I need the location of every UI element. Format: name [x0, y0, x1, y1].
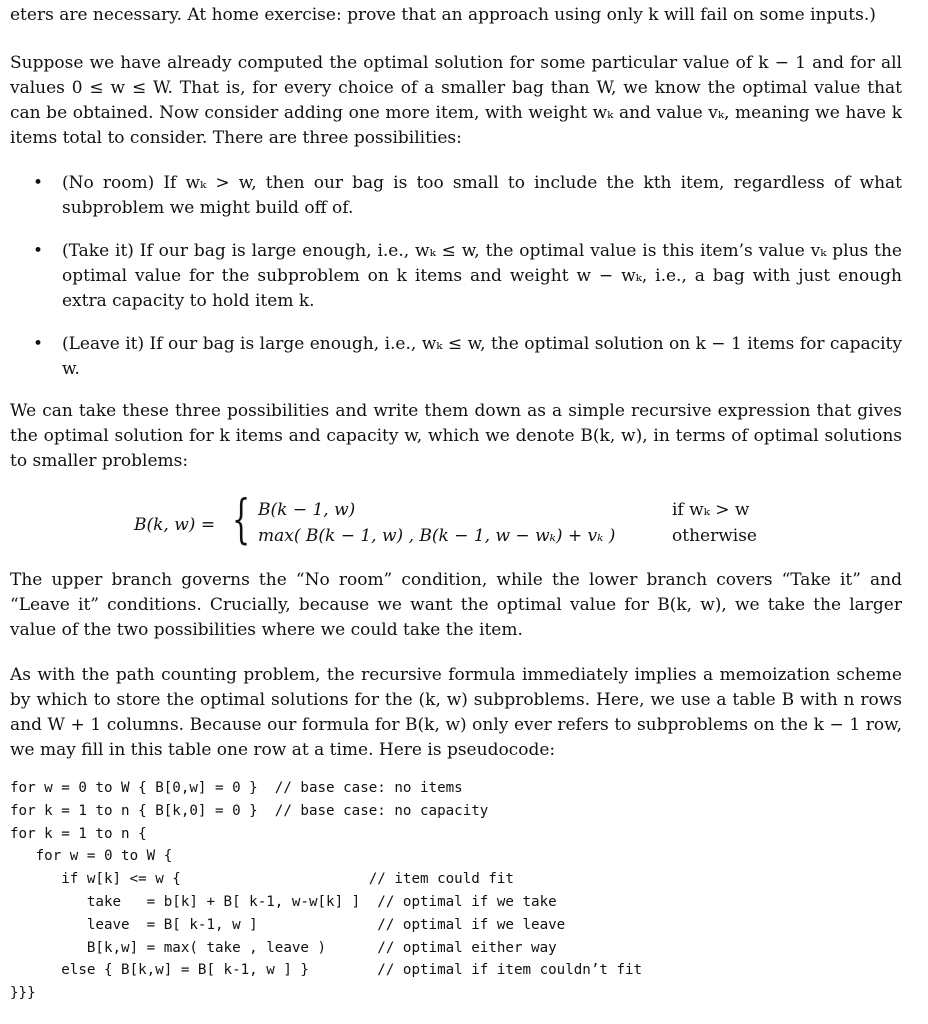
bullet-text: (Leave it) If our bag is large enough, i.e., wₖ ≤ w, the optimal solution on k − 1 items for capacity w.	[62, 334, 902, 379]
equation-condition-lower: otherwise	[672, 526, 757, 546]
equation-condition-upper: if wₖ > w	[672, 500, 750, 520]
recurrence-equation	[10, 490, 902, 554]
possibilities-list	[10, 171, 902, 382]
bullet-take-it	[10, 239, 902, 314]
bullet-no-room	[10, 171, 902, 221]
bullet-marker: •	[33, 241, 44, 261]
equation-lhs: B(k, w) =	[134, 515, 216, 535]
memoization-paragraph: As with the path counting problem, the recursive formula immediately implies a memoization scheme by which to store the optimal solutions for the (k, w) subproblems. Here, we use a table B with n rows and W + 1 columns. Because our formula for B(k, w) only ever refers to subproblems on the k − 1 row, we may fill in this table one row at a time. Here is pseudocode:	[10, 665, 902, 760]
equation-case-upper: B(k − 1, w)	[258, 500, 356, 520]
suppose-paragraph: Suppose we have already computed the optimal solution for some particular value of k − 1 and for all values 0 ≤ w ≤ W. That is, for every choice of a smaller bag than W, we know the optimal value that can be obtained. Now consider adding one more item, with weight wₖ and value vₖ, meaning we have k items total to consider. There are three possibilities:	[10, 53, 902, 148]
pseudocode-block: for w = 0 to W { B[0,w] = 0 } // base case: no items for k = 1 to n { B[k,0] = 0 } // base case: no capacity for k = 1 to n { for w = 0 to W { if w[k] <= w { // item could fit take = b[k] + B[ k-1, w-w[k] ] // optimal if we take leave = B[ k-1, w ] // optimal if we leave B[k,w] = max( take , leave ) // optimal either way else { B[k,w] = B[ k-1, w ] } // optimal if item couldn’t fit }}}	[10, 780, 643, 1002]
intro-paragraph: eters are necessary. At home exercise: prove that an approach using only k will fail on some inputs.)	[10, 5, 876, 25]
equation-case-lower: max( B(k − 1, w) , B(k − 1, w − wₖ) + vₖ )	[258, 526, 616, 546]
branch-paragraph: The upper branch governs the “No room” condition, while the lower branch covers “Take it” and “Leave it” conditions. Crucially, because we want the optimal value for B(k, w), we take the larger value of the two possibilities where we could take the item.	[10, 570, 902, 640]
bullet-leave-it	[10, 332, 902, 382]
document-page	[10, 3, 902, 1005]
equation-brace: {	[232, 490, 251, 550]
bullet-marker: •	[33, 173, 44, 193]
bullet-text: (No room) If wₖ > w, then our bag is too small to include the kth item, regardless of what subproblem we might build off of.	[62, 173, 902, 218]
recursive-paragraph: We can take these three possibilities and write them down as a simple recursive expression that gives the optimal solution for k items and capacity w, which we denote B(k, w), in terms of optimal solutions to smaller problems:	[10, 401, 902, 471]
bullet-marker: •	[33, 334, 44, 354]
bullet-text: (Take it) If our bag is large enough, i.e., wₖ ≤ w, the optimal value is this item’s value vₖ plus the optimal value for the subproblem on k items and weight w − wₖ, i.e., a bag with just enough extra capacity to hold item k.	[62, 241, 902, 311]
